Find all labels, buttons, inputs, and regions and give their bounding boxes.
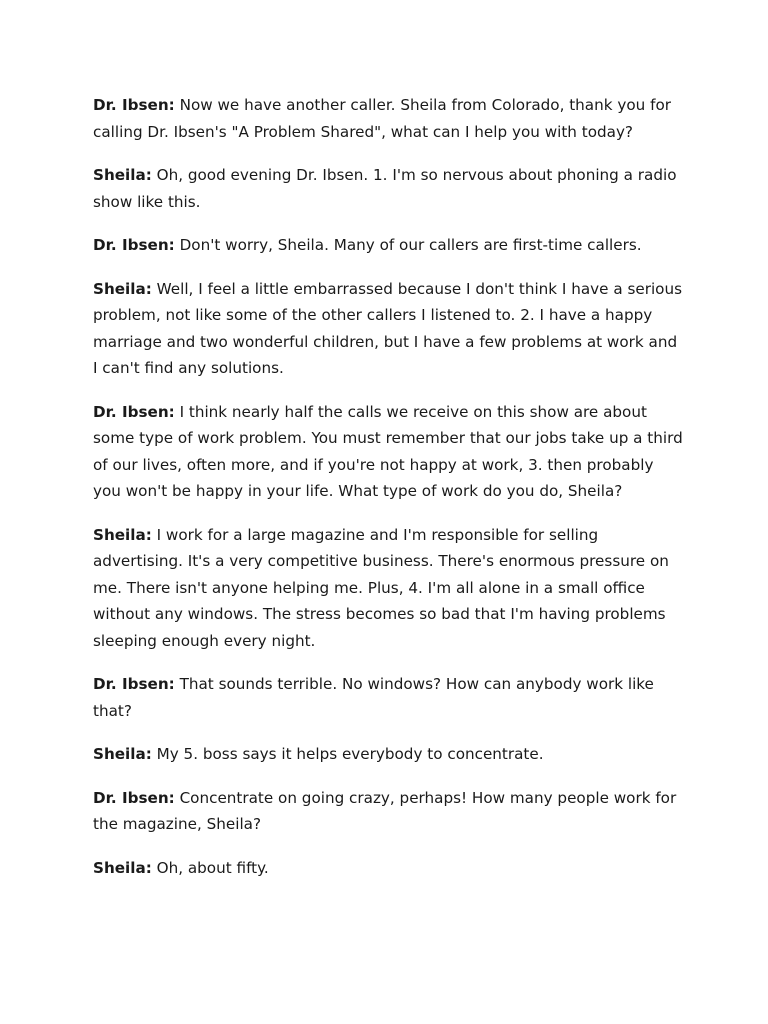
turn-text: Oh, good evening Dr. Ibsen. 1. I'm so nervous about phoning a radio show like this. <box>93 166 677 211</box>
speaker-name: Dr. Ibsen: <box>93 788 175 807</box>
transcript-turn <box>93 232 685 259</box>
transcript-turn <box>93 671 685 724</box>
transcript-turn <box>93 276 685 382</box>
speaker-name: Dr. Ibsen: <box>93 236 175 254</box>
transcript-turn <box>93 741 685 768</box>
speaker-name: Sheila: <box>93 166 152 184</box>
turn-text: Oh, about fifty. <box>156 858 269 877</box>
turn-text: My 5. boss says it helps everybody to concentrate. <box>156 745 544 763</box>
transcript-turn <box>93 92 685 145</box>
speaker-name: Dr. Ibsen: <box>93 402 175 421</box>
speaker-name: Dr. Ibsen: <box>93 96 175 114</box>
turn-text: Now we have another caller. Sheila from Colorado, thank you for calling Dr. Ibsen's "A Problem Shared", what can I help you with today? <box>93 96 671 141</box>
turn-text: Well, I feel a little embarrassed because I don't think I have a serious problem, not like some of the other callers I listened to. 2. I have a happy marriage and two wonderful children, but I have a few problems at work and I can't find any solutions. <box>93 279 683 377</box>
transcript <box>93 92 685 898</box>
transcript-turn <box>93 162 685 215</box>
speaker-name: Sheila: <box>93 745 152 763</box>
transcript-turn <box>93 399 685 505</box>
turn-text: I think nearly half the calls we receive on this show are about some type of work problem. You must remember that our jobs take up a third of our lives, often more, and if you're not happy at work, 3. then probably you won't be happy in your life. What type of work do you do, Sheila? <box>93 402 683 500</box>
turn-text: I work for a large magazine and I'm responsible for selling advertising. It's a very competitive business. There's enormous pressure on me. There isn't anyone helping me. Plus, 4. I'm all alone in a small office without any windows. The stress becomes so bad that I'm having problems sleeping enough every night. <box>93 525 669 650</box>
speaker-name: Dr. Ibsen: <box>93 675 175 693</box>
speaker-name: Sheila: <box>93 858 152 877</box>
turn-text: Don't worry, Sheila. Many of our callers are first-time callers. <box>179 236 642 254</box>
speaker-name: Sheila: <box>93 279 152 298</box>
transcript-turn <box>93 855 685 882</box>
transcript-turn <box>93 522 685 655</box>
turn-text: That sounds terrible. No windows? How can anybody work like that? <box>93 675 654 720</box>
turn-text: Concentrate on going crazy, perhaps! How many people work for the magazine, Sheila? <box>93 788 677 833</box>
transcript-turn <box>93 785 685 838</box>
speaker-name: Sheila: <box>93 525 152 544</box>
